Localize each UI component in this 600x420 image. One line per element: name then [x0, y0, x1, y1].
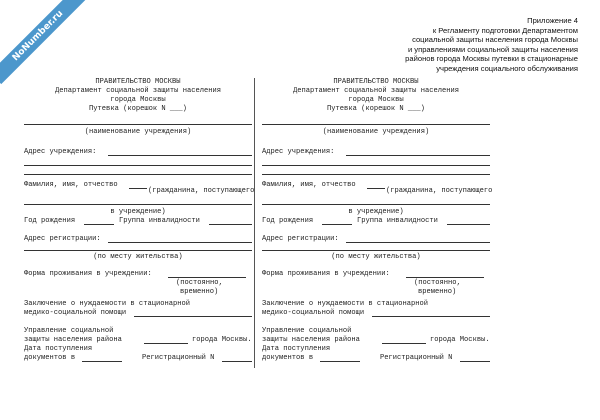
permanent-caption: (постоянно, [414, 279, 461, 287]
department-line: Департамент социальной защиты населения [292, 87, 460, 95]
voucher-number: Путевка (корешок N ___) [89, 105, 187, 113]
documents-label: документов в [262, 354, 314, 362]
registration-line-2[interactable] [262, 250, 490, 251]
disability-label: Группа инвалидности [357, 217, 438, 225]
conclusion-line-1: Заключение о нуждаемости в стационарной [262, 300, 429, 308]
appendix-line: Приложение 4 [527, 16, 578, 25]
district-line[interactable] [144, 343, 188, 344]
permanent-caption: (постоянно, [176, 279, 223, 287]
management-line-1: Управление социальной [24, 327, 114, 335]
form-line[interactable] [168, 277, 246, 278]
fio-label: Фамилия, имя, отчество [24, 181, 118, 189]
address-line[interactable] [108, 155, 252, 156]
into-institution-caption: в учреждение) [110, 208, 166, 216]
address-line-3[interactable] [262, 174, 490, 175]
registration-line[interactable] [108, 242, 252, 243]
address-line-2[interactable] [24, 165, 252, 166]
conclusion-line-2: медико-социальной помощи [24, 309, 127, 317]
city-label: города Москвы. [192, 336, 252, 344]
fio-short-line[interactable] [129, 188, 147, 189]
birth-year-line[interactable] [84, 224, 114, 225]
form-label: Форма проживания в учреждении: [262, 270, 390, 278]
registration-label: Адрес регистрации: [24, 235, 101, 243]
fio-line[interactable] [262, 204, 490, 205]
residence-caption: (по месту жительства) [93, 253, 183, 261]
address-label: Адрес учреждения: [24, 148, 97, 156]
fio-short-line[interactable] [367, 188, 385, 189]
city-label: города Москвы. [430, 336, 490, 344]
receipt-date-line[interactable] [82, 361, 122, 362]
fio-label: Фамилия, имя, отчество [262, 181, 356, 189]
conclusion-line[interactable] [372, 316, 490, 317]
voucher-stub-right [262, 78, 493, 378]
receipt-date-label: Дата поступления [24, 345, 93, 353]
birth-year-label: Год рождения [262, 217, 314, 225]
district-line[interactable] [382, 343, 426, 344]
address-line-3[interactable] [24, 174, 252, 175]
management-line-2: защиты населения района [24, 336, 122, 344]
form-label: Форма проживания в учреждении: [24, 270, 152, 278]
institution-caption: (наименование учреждения) [322, 128, 430, 136]
temporary-caption: временно) [418, 288, 457, 296]
form-line[interactable] [406, 277, 484, 278]
institution-name-line[interactable] [262, 124, 490, 125]
watermark-ribbon [0, 0, 86, 84]
address-line[interactable] [346, 155, 490, 156]
cut-divider-line [254, 78, 255, 368]
registration-label: Адрес регистрации: [262, 235, 339, 243]
disability-line[interactable] [209, 224, 252, 225]
appendix-header [318, 16, 578, 74]
receipt-date-label: Дата поступления [262, 345, 331, 353]
disability-line[interactable] [447, 224, 490, 225]
appendix-line: районов города Москвы путевки в стационарные [405, 54, 578, 64]
appendix-line: учреждения социального обслуживания [436, 63, 578, 73]
conclusion-line-1: Заключение о нуждаемости в стационарной [24, 300, 191, 308]
address-label: Адрес учреждения: [262, 148, 335, 156]
reg-number-line[interactable] [460, 361, 490, 362]
birth-year-label: Год рождения [24, 217, 76, 225]
appendix-line: социальной защиты населения города Москвы [412, 35, 578, 45]
conclusion-line[interactable] [134, 316, 252, 317]
registration-line[interactable] [346, 242, 490, 243]
voucher-stub-left [24, 78, 255, 378]
appendix-line: и управлениями социальной защиты населения [407, 44, 578, 54]
residence-caption: (по месту жительства) [331, 253, 421, 261]
management-line-2: защиты населения района [262, 336, 360, 344]
government-title: ПРАВИТЕЛЬСТВО МОСКВЫ [95, 78, 181, 86]
voucher-number: Путевка (корешок N ___) [327, 105, 425, 113]
reg-number-label: Регистрационный N [142, 354, 215, 362]
institution-caption: (наименование учреждения) [84, 128, 192, 136]
department-line: Департамент социальной защиты населения [54, 87, 222, 95]
temporary-caption: временно) [180, 288, 219, 296]
reg-number-line[interactable] [222, 361, 252, 362]
appendix-line: к Регламенту подготовки Департаментом [432, 25, 578, 35]
citizen-caption: (гражданина, поступающего [148, 187, 255, 195]
address-line-2[interactable] [262, 165, 490, 166]
government-title: ПРАВИТЕЛЬСТВО МОСКВЫ [333, 78, 419, 86]
citizen-caption: (гражданина, поступающего [386, 187, 493, 195]
management-line-1: Управление социальной [262, 327, 352, 335]
conclusion-line-2: медико-социальной помощи [262, 309, 365, 317]
disability-label: Группа инвалидности [119, 217, 200, 225]
fio-line[interactable] [24, 204, 252, 205]
watermark-text: NoNumber.ru [10, 8, 66, 64]
reg-number-label: Регистрационный N [380, 354, 453, 362]
department-city: города Москвы [348, 96, 404, 104]
into-institution-caption: в учреждение) [348, 208, 404, 216]
institution-name-line[interactable] [24, 124, 252, 125]
documents-label: документов в [24, 354, 76, 362]
department-city: города Москвы [110, 96, 166, 104]
birth-year-line[interactable] [322, 224, 352, 225]
registration-line-2[interactable] [24, 250, 252, 251]
receipt-date-line[interactable] [320, 361, 360, 362]
